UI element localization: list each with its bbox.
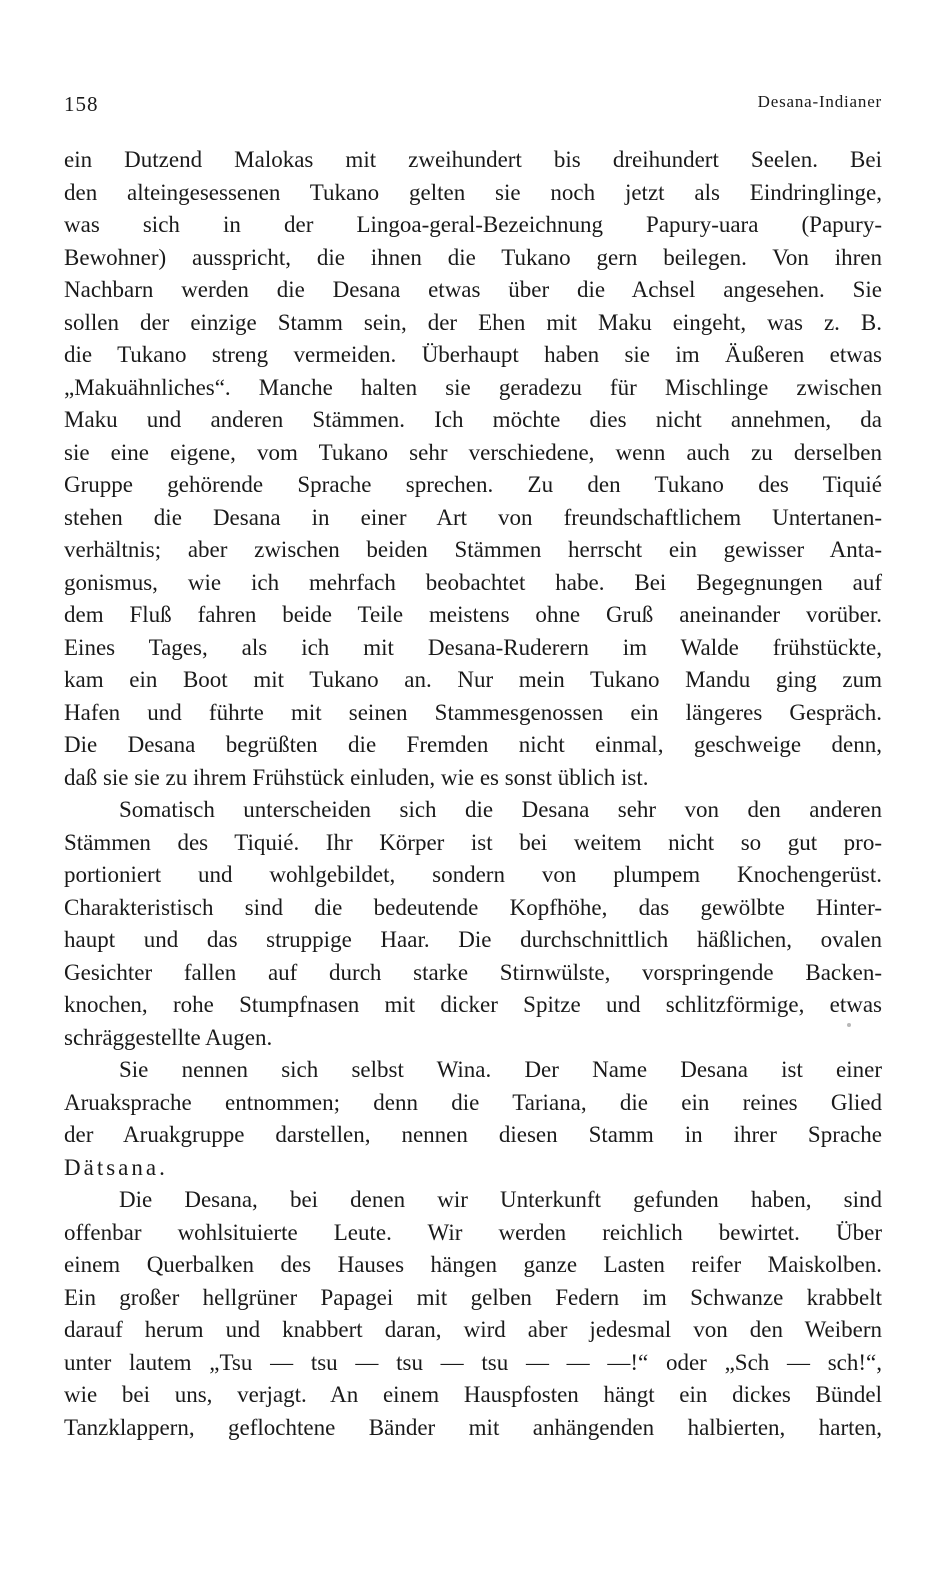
text-line: Nachbarn werden die Desana etwas über die Achsel angesehen. Sie [64, 277, 882, 302]
paragraph [64, 1184, 882, 1444]
text-line: „Makuähnliches“. Manche halten sie geradezu für Mischlinge zwischen [64, 374, 882, 400]
text-line: stehen die Desana in einer Art von freundschaftlichem Untertanen- [64, 504, 882, 530]
text-line: Aruaksprache entnommen; denn die Tariana, die ein reines Glied [64, 1089, 882, 1115]
text-line: gonismus, wie ich mehrfach beobachtet habe. Bei Begegnungen auf [64, 569, 882, 595]
text-line: Maku und anderen Stämmen. Ich möchte dies nicht annehmen, da [64, 407, 882, 432]
paragraph [64, 144, 882, 794]
paragraph [64, 794, 882, 1054]
text-line: portioniert und wohlgebildet, sondern von plumpem Knochengerüst. [64, 862, 882, 887]
text-line: offenbar wohlsituierte Leute. Wir werden reichlich bewirtet. Über [64, 1219, 882, 1245]
text-line: Gesichter fallen auf durch starke Stirnwülste, vorspringende Backen- [64, 959, 882, 985]
text-line: knochen, rohe Stumpfnasen mit dicker Spitze und schlitzförmige, etwas [64, 992, 882, 1017]
body-text [64, 144, 882, 1444]
text-line: schräggestellte Augen. [64, 1024, 273, 1050]
text-line: Stämmen des Tiquié. Ihr Körper ist bei weitem nicht so gut pro- [64, 829, 882, 855]
running-head [64, 82, 882, 122]
text-line: Eines Tages, als ich mit Desana-Ruderern im Walde frühstückte, [64, 634, 882, 660]
text-line: einem Querbalken des Hauses hängen ganze Lasten reifer Maiskolben. [64, 1252, 882, 1277]
text-line: Dätsana. [64, 1154, 168, 1180]
text-line: unter lautem „Tsu — tsu — tsu — tsu — — —!“ oder „Sch — sch!“, [64, 1349, 882, 1375]
text-line: Hafen und führte mit seinen Stammesgenossen ein längeres Gespräch. [64, 699, 882, 725]
text-line: was sich in der Lingoa-geral-Bezeichnung Papury-uara (Papury- [64, 212, 882, 237]
paragraph [64, 1054, 882, 1184]
text-line: daß sie sie zu ihrem Frühstück einluden, wie es sonst üblich ist. [64, 764, 649, 790]
text-line: sollen der einzige Stamm sein, der Ehen mit Maku eingeht, was z. B. [64, 309, 882, 335]
scan-speck [847, 1023, 851, 1027]
text-line: sie eine eigene, vom Tukano sehr verschiedene, wenn auch zu derselben [64, 439, 882, 465]
text-line: der Aruakgruppe darstellen, nennen diesen Stamm in ihrer Sprache [64, 1122, 882, 1147]
text-line: Tanzklappern, geflochtene Bänder mit anhängenden halbierten, harten, [64, 1414, 882, 1440]
text-line: Gruppe gehörende Sprache sprechen. Zu den Tukano des Tiquié [64, 472, 882, 497]
text-line: Sie nennen sich selbst Wina. Der Name Desana ist einer [119, 1057, 882, 1082]
page-number: 158 [64, 92, 99, 116]
text-line: ein Dutzend Malokas mit zweihundert bis dreihundert Seelen. Bei [64, 147, 882, 172]
text-line: die Tukano streng vermeiden. Überhaupt haben sie im Äußeren etwas [64, 342, 882, 367]
text-line: verhältnis; aber zwischen beiden Stämmen herrscht ein gewisser Anta- [64, 537, 882, 562]
text-line: wie bei uns, verjagt. An einem Hauspfosten hängt ein dickes Bündel [64, 1382, 882, 1407]
text-line: Die Desana, bei denen wir Unterkunft gefunden haben, sind [119, 1187, 882, 1212]
book-page [64, 82, 882, 1444]
text-line: dem Fluß fahren beide Teile meistens ohne Gruß aneinander vorüber. [64, 602, 882, 627]
running-title: Desana-Indianer [757, 92, 882, 111]
text-line: den alteingesessenen Tukano gelten sie noch jetzt als Eindringlinge, [64, 179, 882, 205]
text-line: kam ein Boot mit Tukano an. Nur mein Tukano Mandu ging zum [64, 667, 882, 692]
text-line: haupt und das struppige Haar. Die durchschnittlich häßlichen, ovalen [64, 927, 882, 952]
text-line: Bewohner) ausspricht, die ihnen die Tukano gern beilegen. Von ihren [64, 244, 882, 270]
text-line: darauf herum und knabbert daran, wird aber jedesmal von den Weibern [64, 1317, 882, 1342]
text-line: Somatisch unterscheiden sich die Desana sehr von den anderen [119, 797, 882, 822]
text-line: Charakteristisch sind die bedeutende Kopfhöhe, das gewölbte Hinter- [64, 894, 882, 920]
text-line: Ein großer hellgrüner Papagei mit gelben Federn im Schwanze krabbelt [64, 1284, 882, 1310]
text-line: Die Desana begrüßten die Fremden nicht einmal, geschweige denn, [64, 732, 882, 757]
